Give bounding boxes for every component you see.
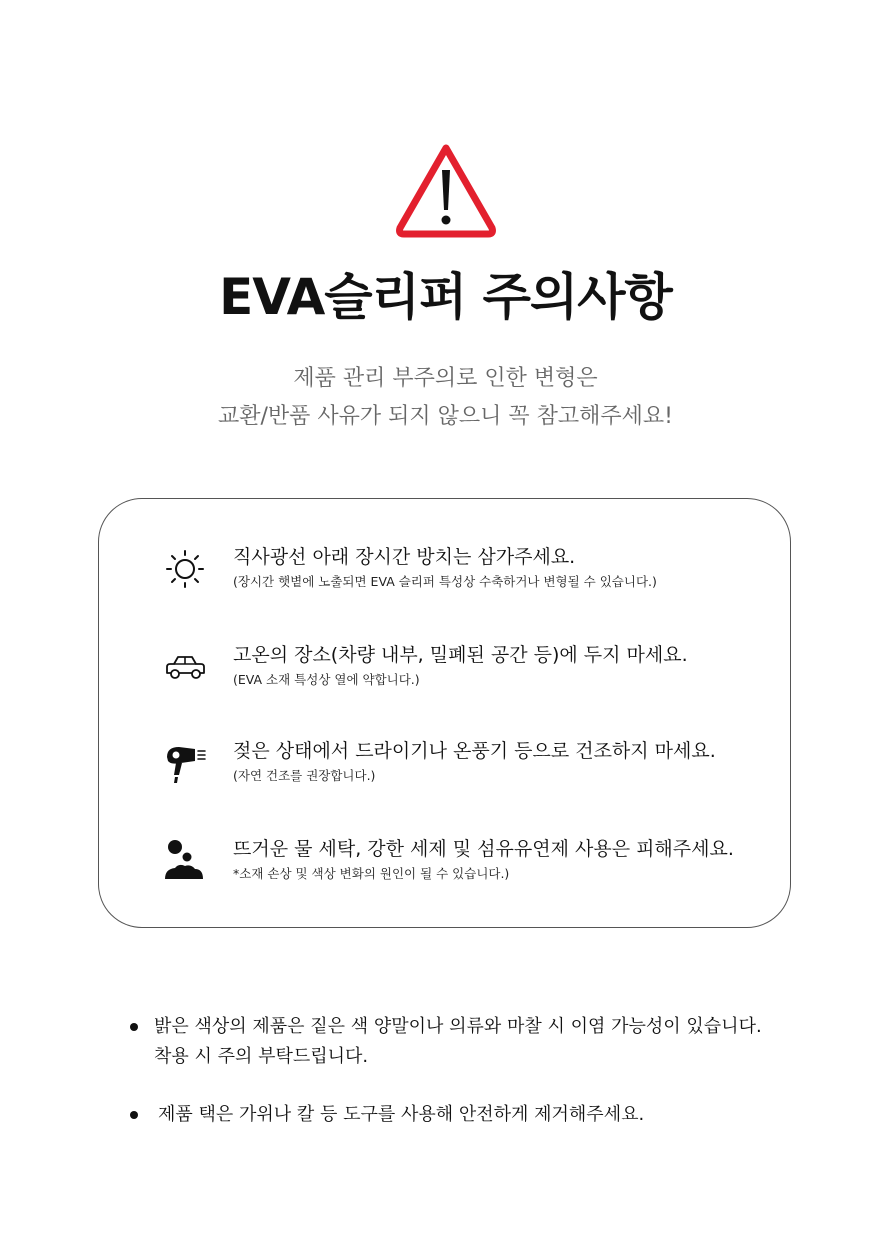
- caution-item-sun: [99, 543, 792, 603]
- caution-main-text: 직사광선 아래 장시간 방치는 삼가주세요.: [233, 546, 576, 568]
- page-title: EVA슬리퍼 주의사항: [219, 268, 672, 326]
- subtitle: [0, 360, 891, 436]
- car-icon: [161, 643, 209, 691]
- caution-card: [98, 498, 791, 928]
- caution-sub-text: (자연 건조를 권장합니다.): [233, 768, 376, 783]
- caution-item-wash: [99, 835, 792, 895]
- bullet-icon: [130, 1111, 138, 1119]
- warning-icon: [391, 140, 501, 240]
- note-line: 밝은 색상의 제품은 짙은 색 양말이나 의류와 마찰 시 이염 가능성이 있습니다.: [154, 1016, 762, 1037]
- hair-dryer-icon: [161, 739, 209, 787]
- notes-list: [130, 1012, 830, 1130]
- note-item: [130, 1100, 830, 1130]
- caution-main-text: 뜨거운 물 세탁, 강한 세제 및 섬유유연제 사용은 피해주세요.: [233, 838, 734, 860]
- note-item: [130, 1012, 830, 1072]
- bubbles-icon: [161, 837, 209, 885]
- caution-main-text: 젖은 상태에서 드라이기나 온풍기 등으로 건조하지 마세요.: [233, 740, 716, 762]
- caution-sub-text: (EVA 소재 특성상 열에 약합니다.): [233, 672, 420, 687]
- subtitle-line-2: 교환/반품 사유가 되지 않으니 꼭 참고해주세요!: [218, 404, 673, 429]
- note-line: 착용 시 주의 부탁드립니다.: [154, 1046, 369, 1067]
- note-line: 제품 택은 가위나 칼 등 도구를 사용해 안전하게 제거해주세요.: [158, 1104, 645, 1125]
- caution-item-car: [99, 641, 792, 701]
- caution-sub-text: (장시간 햇볕에 노출되면 EVA 슬리퍼 특성상 수축하거나 변형될 수 있습니다.): [233, 574, 657, 589]
- bullet-icon: [130, 1023, 138, 1031]
- subtitle-line-1: 제품 관리 부주의로 인한 변형은: [293, 366, 598, 391]
- sun-icon: [161, 545, 209, 593]
- caution-main-text: 고온의 장소(차량 내부, 밀폐된 공간 등)에 두지 마세요.: [233, 644, 688, 666]
- caution-sub-text: *소재 손상 및 색상 변화의 원인이 될 수 있습니다.): [233, 866, 510, 881]
- caution-item-dryer: [99, 737, 792, 797]
